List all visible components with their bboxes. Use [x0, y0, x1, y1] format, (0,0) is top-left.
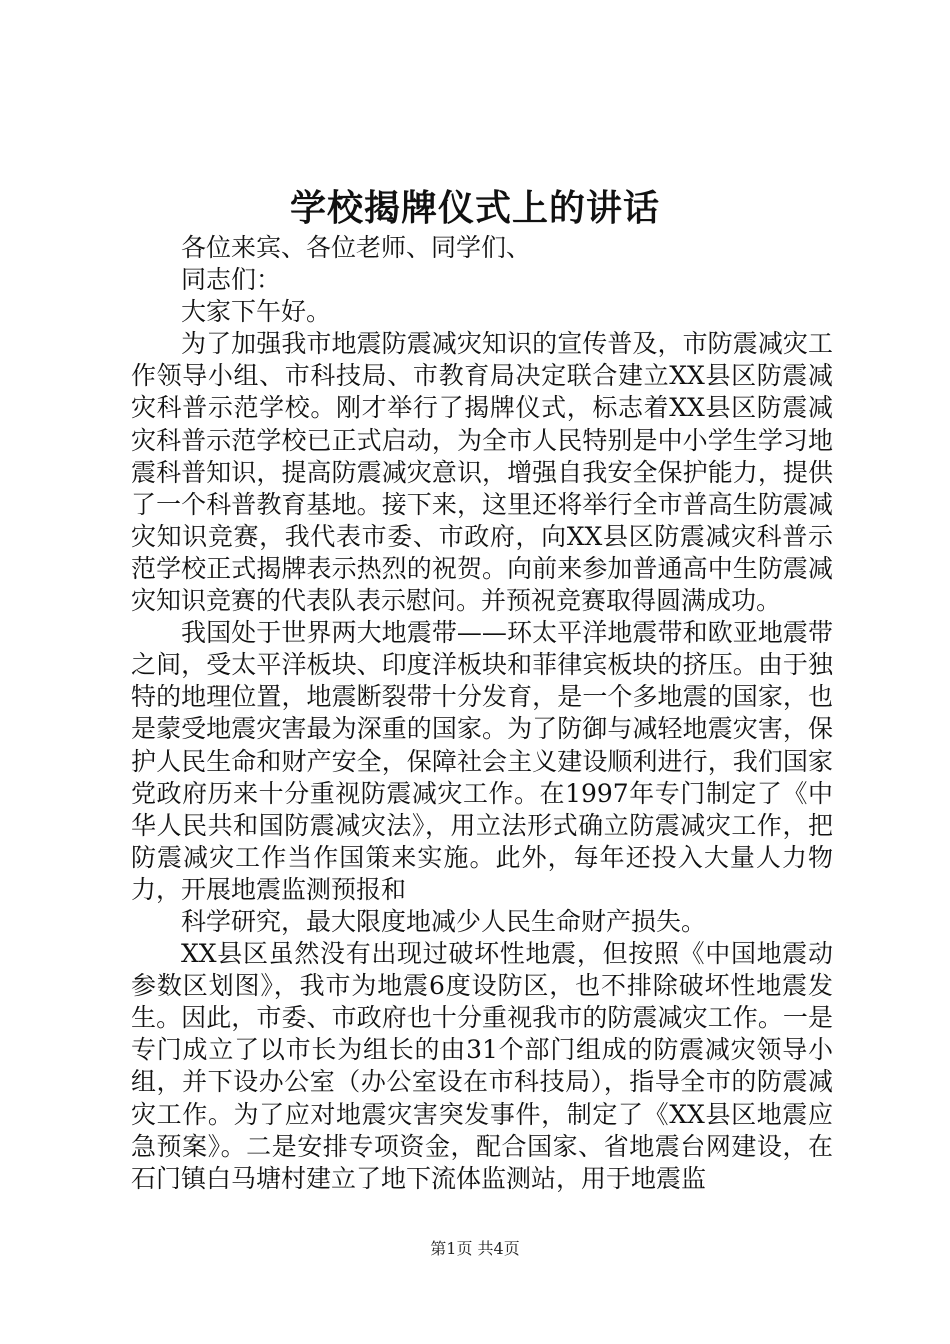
paragraph: XX县区虽然没有出现过破坏性地震，但按照《中国地震动参数区划图》，我市为地震6度设防区，也不排除破坏性地震发生。因此，市委、市政府也十分重视我市的防震减灾工作。一是专门成立了以市长为组长的由31个部门组成的防震减灾领导小组，并下设办公室（办公室设在市科技局），指导全市的防震减灾工作。为了应对地震灾害突发事件，制定了《XX县区地震应急预案》。二是安排专项资金，配合国家、省地震台网建设，在石门镇白马塘村建立了地下流体监测站，用于地震监 — [131, 939, 833, 1193]
document-title: 学校揭牌仪式上的讲话 — [289, 187, 660, 229]
greeting: 大家下午好。 — [181, 297, 332, 327]
paragraph: 我国处于世界两大地震带——环太平洋地震带和欧亚地震带之间，受太平洋板块、印度洋板块和菲律宾板块的挤压。由于独特的地理位置，地震断裂带十分发育，是一个多地震的国家，也是蒙受地震灾害最为深重的国家。为了防御与减轻地震灾害，保护人民生命和财产安全，保障社会主义建设顺利进行，我们国家党政府历来十分重视防震减灾工作。在1997年专门制定了《中华人民共和国防震减灾法》，用立法形式确立防震减灾工作，把防震减灾工作当作国策来实施。此外，每年还投入大量人力物力，开展地震监测预报和 — [131, 618, 833, 904]
document-body — [131, 232, 833, 1195]
salutation-line-2: 同志们： — [181, 265, 282, 295]
paragraph: 为了加强我市地震防震减灾知识的宣传普及，市防震减灾工作领导小组、市科技局、市教育局决定联合建立XX县区防震减灾科普示范学校。刚才举行了揭牌仪式，标志着XX县区防震减灾科普示范学校已正式启动，为全市人民特别是中小学生学习地震科普知识，提高防震减灾意识，增强自我安全保护能力，提供了一个科普教育基地。接下来，这里还将举行全市普高生防震减灾知识竞赛，我代表市委、市政府，向XX县区防震减灾科普示范学校正式揭牌表示热烈的祝贺。向前来参加普通高中生防震减灾知识竞赛的代表队表示慰问。并预祝竞赛取得圆满成功。 — [131, 329, 833, 616]
page-number-footer: 第1页 共4页 — [430, 1239, 520, 1258]
salutation-line-1: 各位来宾、各位老师、同学们、 — [181, 233, 532, 262]
paragraph: 科学研究，最大限度地减少人民生命财产损失。 — [181, 906, 707, 936]
